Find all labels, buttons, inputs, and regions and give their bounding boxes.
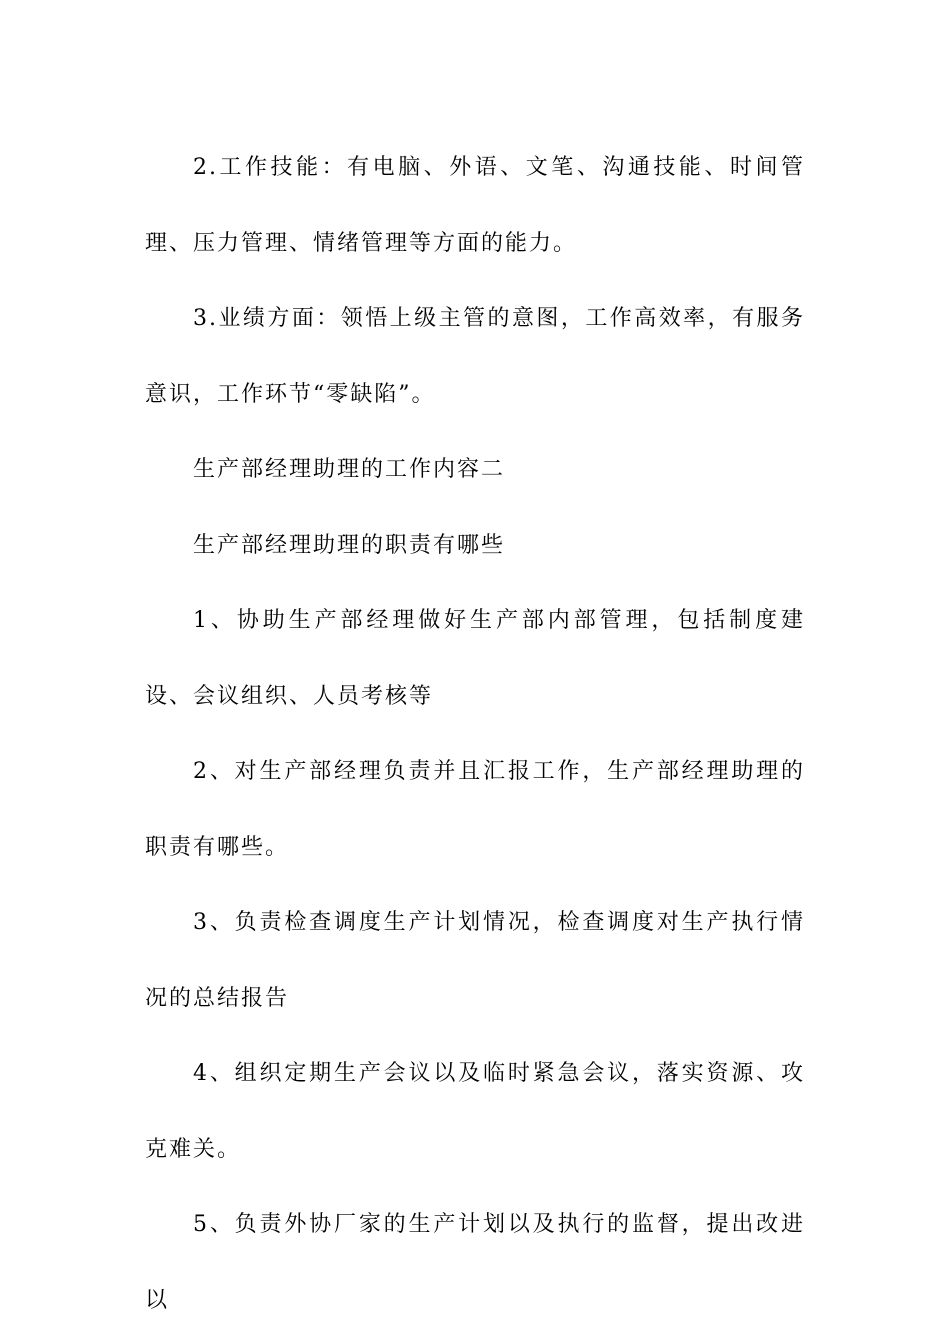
list-item-1: 1、协助生产部经理做好生产部内部管理，包括制度建设、会议组织、人员考核等 xyxy=(145,608,805,709)
list-item-4: 4、组织定期生产会议以及临时紧急会议，落实资源、攻克难关。 xyxy=(145,1061,805,1162)
list-item-3: 3、负责检查调度生产计划情况，检查调度对生产执行情况的总结报告 xyxy=(145,910,805,1011)
list-item-5: 5、负责外协厂家的生产计划以及执行的监督，提出改进以 xyxy=(145,1212,805,1313)
list-item-2: 2、对生产部经理负责并且汇报工作，生产部经理助理的职责有哪些。 xyxy=(145,759,805,860)
document-body xyxy=(145,130,805,1338)
section-heading-responsibilities: 生产部经理助理的职责有哪些 xyxy=(193,532,506,558)
section-heading-work-content: 生产部经理助理的工作内容二 xyxy=(193,457,506,482)
paragraph-performance: 3.业绩方面：领悟上级主管的意图，工作高效率，有服务意识，工作环节“零缺陷”。 xyxy=(145,306,805,407)
paragraph-work-skills: 2.工作技能：有电脑、外语、文笔、沟通技能、时间管理、压力管理、情绪管理等方面的能力。 xyxy=(145,155,805,256)
